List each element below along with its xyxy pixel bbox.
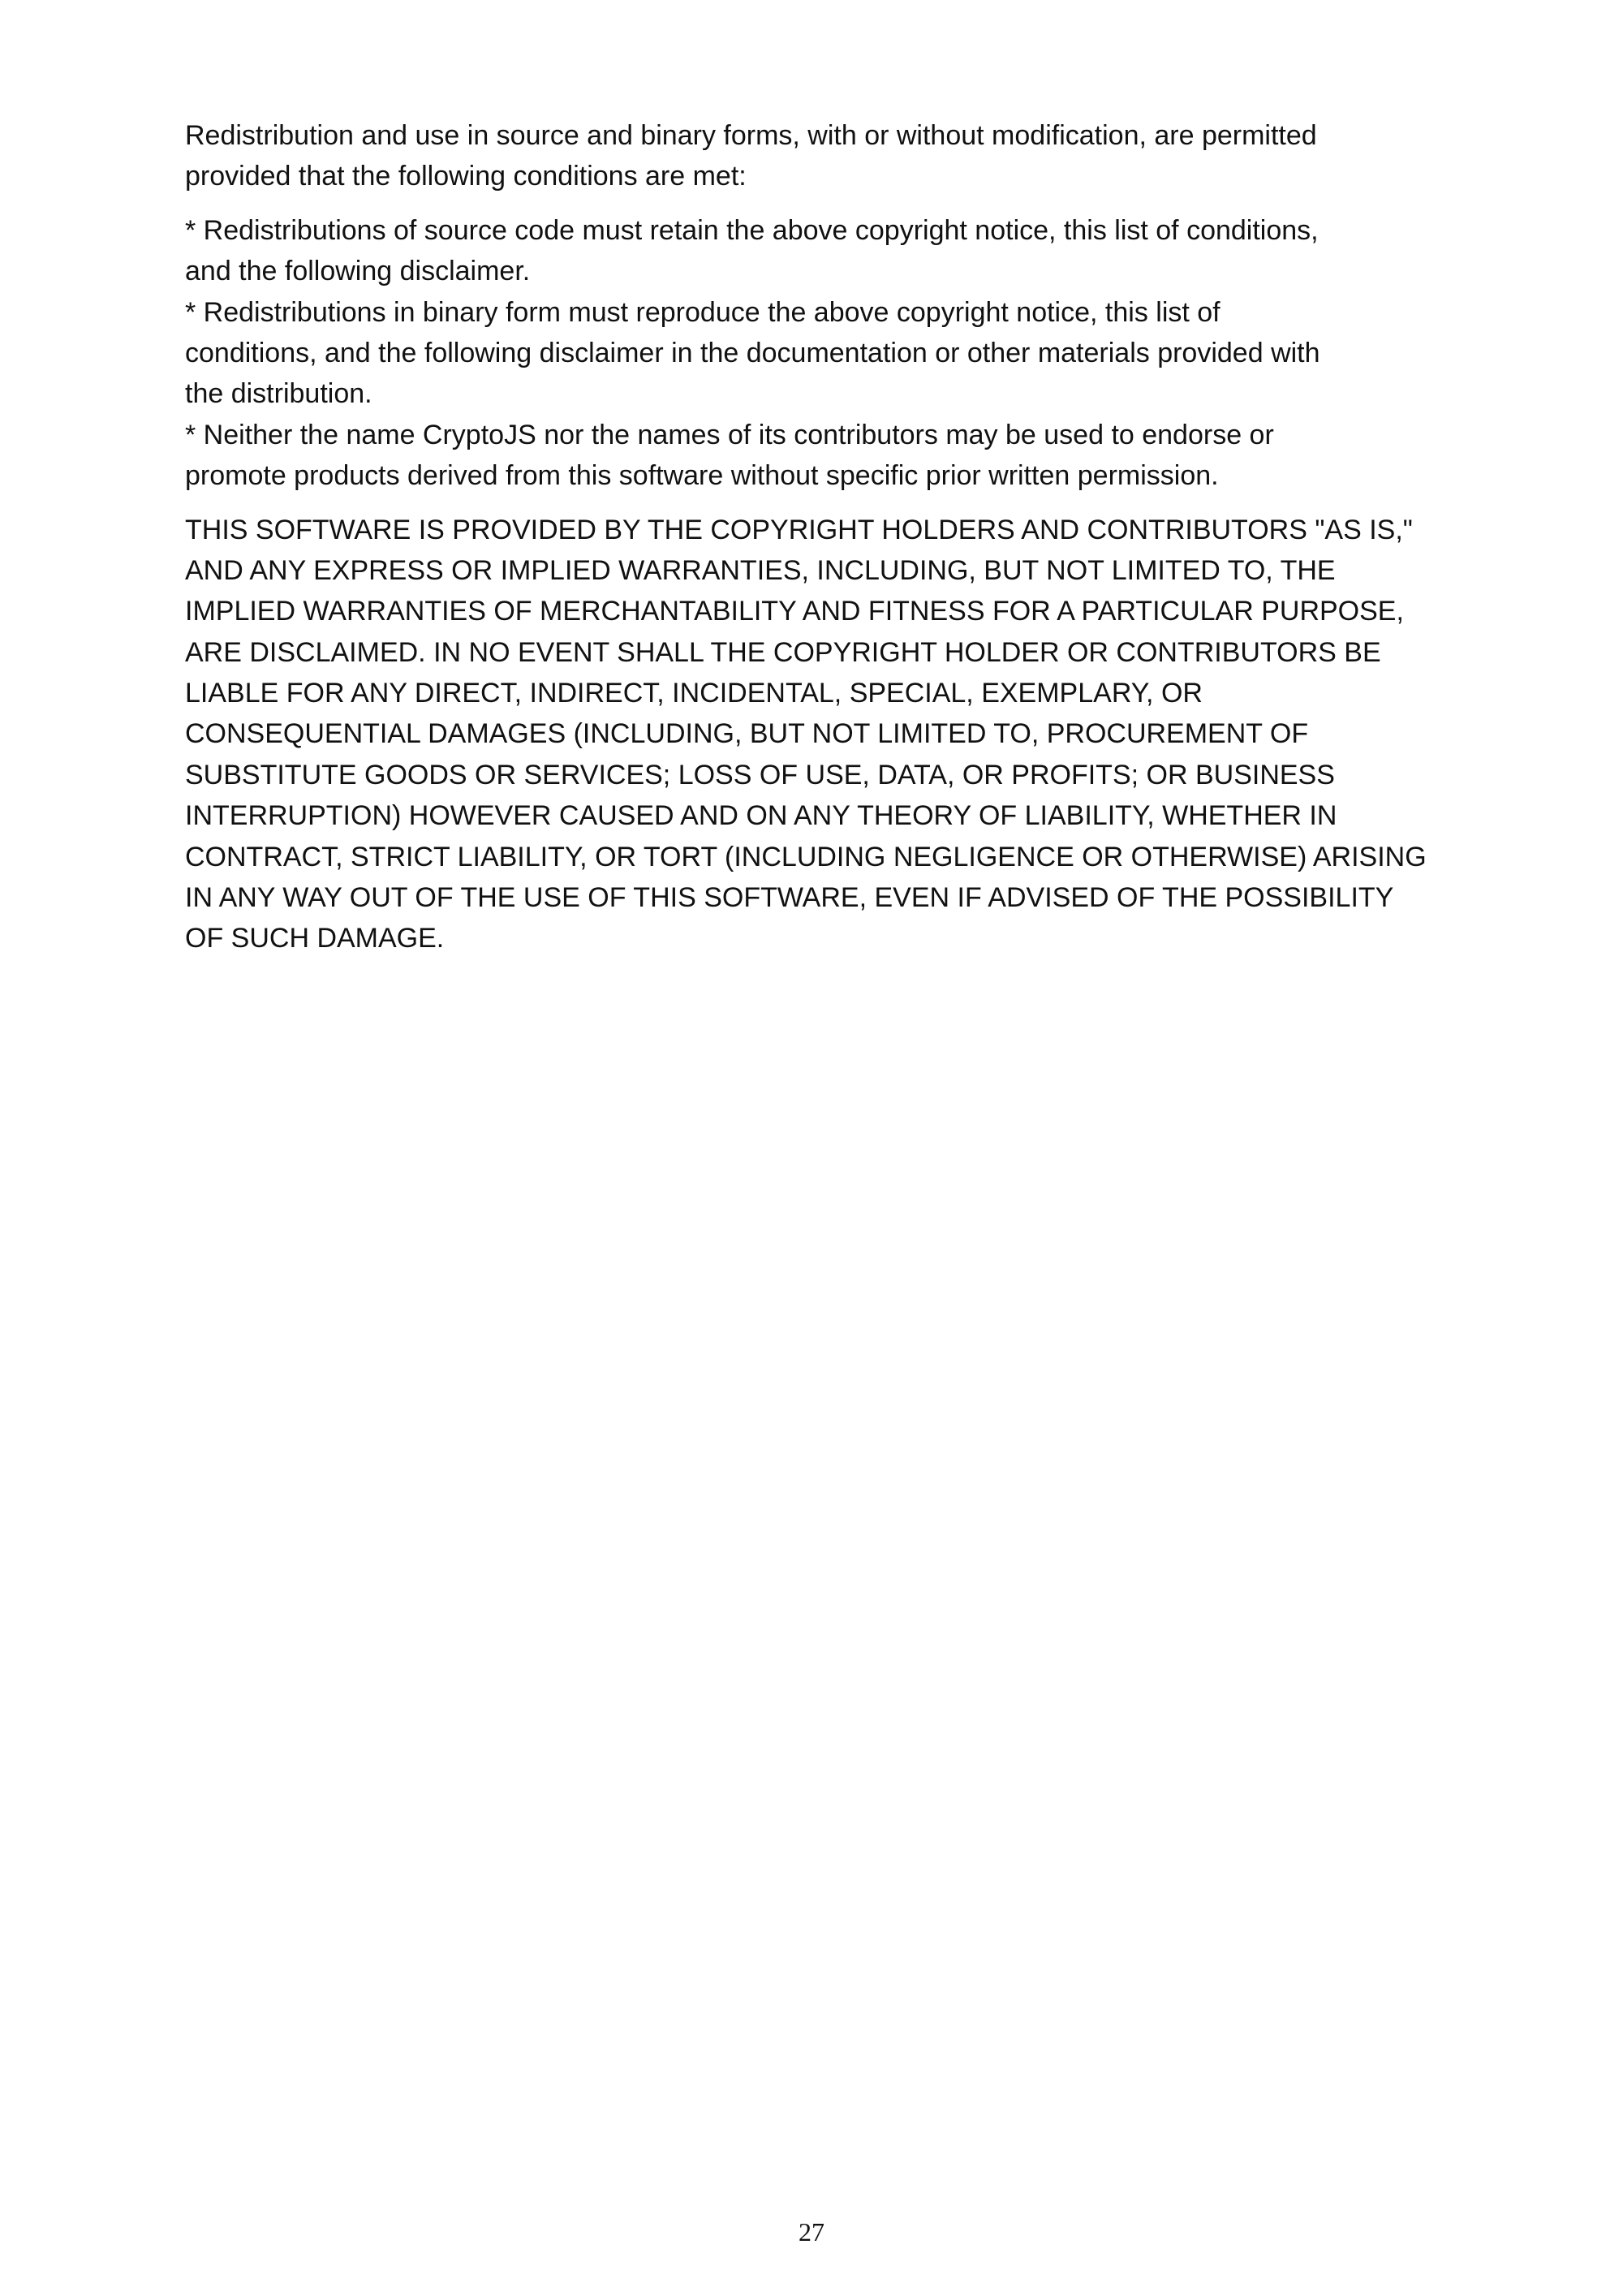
- text-line: * Neither the name CryptoJS nor the names of its contributors may be used to endorse or: [185, 419, 1274, 450]
- text-line: IMPLIED WARRANTIES OF MERCHANTABILITY AND FITNESS FOR A PARTICULAR PURPOSE,: [185, 596, 1404, 627]
- license-disclaimer-paragraph: [185, 510, 1483, 959]
- text-line: * Redistributions in binary form must reproduce the above copyright notice, this list of: [185, 296, 1220, 328]
- text-line: and the following disclaimer.: [185, 256, 531, 287]
- text-line: AND ANY EXPRESS OR IMPLIED WARRANTIES, INCLUDING, BUT NOT LIMITED TO, THE: [185, 554, 1336, 586]
- text-line: the distribution.: [185, 378, 372, 410]
- text-line: provided that the following conditions are met:: [185, 161, 747, 192]
- page-number: 27: [799, 2217, 824, 2246]
- license-intro-paragraph: [185, 115, 1483, 197]
- text-line: THIS SOFTWARE IS PROVIDED BY THE COPYRIGHT HOLDERS AND CONTRIBUTORS "AS IS,": [185, 514, 1413, 545]
- text-line: ARE DISCLAIMED. IN NO EVENT SHALL THE COPYRIGHT HOLDER OR CONTRIBUTORS BE: [185, 636, 1381, 668]
- text-line: CONSEQUENTIAL DAMAGES (INCLUDING, BUT NOT LIMITED TO, PROCUREMENT OF: [185, 718, 1309, 750]
- text-line: conditions, and the following disclaimer in the documentation or other materials provided with: [185, 337, 1320, 368]
- text-line: promote products derived from this software without specific prior written permission.: [185, 460, 1219, 492]
- text-line: LIABLE FOR ANY DIRECT, INDIRECT, INCIDENTAL, SPECIAL, EXEMPLARY, OR: [185, 678, 1203, 709]
- text-line: SUBSTITUTE GOODS OR SERVICES; LOSS OF USE, DATA, OR PROFITS; OR BUSINESS: [185, 759, 1335, 790]
- license-conditions-list: [185, 210, 1483, 497]
- text-line: CONTRACT, STRICT LIABILITY, OR TORT (INCLUDING NEGLIGENCE OR OTHERWISE) ARISING: [185, 841, 1427, 872]
- text-line: * Redistributions of source code must retain the above copyright notice, this list of conditions,: [185, 214, 1319, 246]
- text-line: OF SUCH DAMAGE.: [185, 923, 445, 954]
- text-line: INTERRUPTION) HOWEVER CAUSED AND ON ANY THEORY OF LIABILITY, WHETHER IN: [185, 800, 1337, 832]
- text-line: IN ANY WAY OUT OF THE USE OF THIS SOFTWARE, EVEN IF ADVISED OF THE POSSIBILITY: [185, 882, 1394, 914]
- text-line: Redistribution and use in source and binary forms, with or without modification, are permitted: [185, 120, 1317, 151]
- license-text: [185, 115, 1483, 972]
